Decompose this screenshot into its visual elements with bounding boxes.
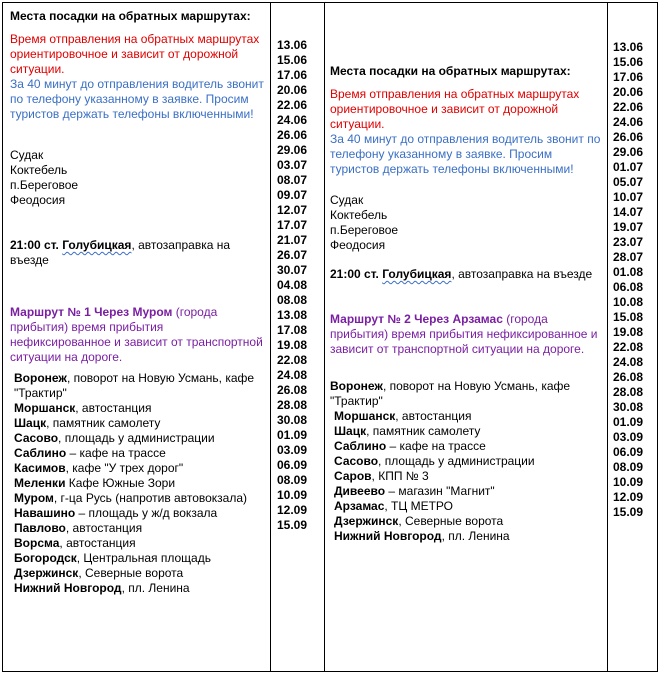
date-item: 08.09: [613, 460, 644, 474]
route-note: (города прибытия) время прибытия нефиксированное и зависит от транспортной ситуации на дороге.: [10, 305, 263, 364]
town-item: Феодосия: [10, 193, 66, 207]
route-note: (города прибытия) время прибытия нефиксированное и зависит от транспортной ситуации на дороге.: [330, 312, 598, 356]
date-item: 26.06: [613, 130, 644, 144]
date-item: 28.08: [277, 398, 308, 412]
route-name: Маршрут № 1 Через Муром: [10, 305, 173, 319]
date-item: 24.06: [613, 115, 644, 129]
date-item: 08.07: [277, 173, 308, 187]
date-item: 30.08: [277, 413, 308, 427]
date-item: 14.07: [613, 205, 644, 219]
date-item: 15.09: [613, 505, 644, 519]
date-item: 08.09: [277, 473, 308, 487]
list-item: Нижний Новгород, пл. Ленина: [334, 529, 510, 543]
date-item: 05.07: [613, 175, 644, 189]
date-item: 17.06: [277, 68, 308, 82]
date-item: 26.08: [613, 370, 644, 384]
date-item: 15.06: [613, 55, 644, 69]
date-item: 28.07: [613, 250, 644, 264]
left-dates-list: [277, 38, 307, 533]
station-name: Голубицкая: [382, 267, 452, 281]
date-item: 19.08: [277, 338, 308, 352]
date-item: 01.09: [613, 415, 644, 429]
town-item: п.Береговое: [10, 178, 79, 192]
column-divider: [607, 2, 608, 672]
date-item: 10.09: [613, 475, 644, 489]
list-item: Дзержинск, Северные ворота: [14, 566, 184, 580]
date-item: 20.06: [277, 83, 308, 97]
date-item: 12.07: [277, 203, 308, 217]
pickup-points-title: Места посадки на обратных маршрутах:: [330, 64, 571, 78]
date-item: 06.08: [613, 280, 644, 294]
departure-point: 21:00 ст. Голубицкая, автозаправка на въезде: [10, 238, 231, 267]
list-item: Саров, КПП № 3: [334, 469, 429, 483]
list-item: Шацк, памятник самолету: [334, 424, 481, 438]
date-item: 26.08: [277, 383, 308, 397]
route-info: [10, 305, 266, 365]
date-item: 03.07: [277, 158, 308, 172]
list-item: Воронеж, поворот на Новую Усмань, кафе "Трактир": [330, 379, 571, 408]
departure-warning: Время отправления на обратных маршрутах ориентировочное и зависит от дорожной ситуации.: [330, 87, 580, 131]
departure-warning: Время отправления на обратных маршрутах ориентировочное и зависит от дорожной ситуации.: [10, 32, 260, 76]
date-item: 12.09: [613, 490, 644, 504]
date-item: 22.06: [277, 98, 308, 112]
towns-list: [330, 193, 602, 253]
date-item: 15.06: [277, 53, 308, 67]
list-item: Моршанск, автостанция: [14, 401, 152, 415]
date-item: 24.06: [277, 113, 308, 127]
date-item: 10.09: [277, 488, 308, 502]
date-item: 01.08: [613, 265, 644, 279]
list-item: Нижний Новгород, пл. Ленина: [14, 581, 190, 595]
date-item: 06.09: [613, 445, 644, 459]
date-item: 03.09: [277, 443, 308, 457]
date-item: 19.08: [613, 325, 644, 339]
list-item: Навашино – площадь у ж/д вокзала: [14, 506, 218, 520]
driver-call-notice: За 40 минут до отправления водитель звонит по телефону указанному в заявке. Просим туристов держать телефоны включенными!: [10, 77, 264, 121]
date-item: 17.07: [277, 218, 308, 232]
town-item: Судак: [10, 148, 44, 162]
pickup-points-title: Места посадки на обратных маршрутах:: [10, 9, 251, 23]
date-item: 17.08: [277, 323, 308, 337]
date-item: 20.06: [613, 85, 644, 99]
date-item: 04.08: [277, 278, 308, 292]
route-name: Маршрут № 2 Через Арзамас: [330, 312, 503, 326]
date-item: 21.07: [277, 233, 308, 247]
date-item: 24.08: [277, 368, 308, 382]
list-item: Ворсма, автостанция: [14, 536, 136, 550]
date-item: 24.08: [613, 355, 644, 369]
town-item: Коктебель: [330, 208, 388, 222]
list-item: Сасово, площадь у администрации: [14, 431, 215, 445]
list-item: Дивеево – магазин "Магнит": [334, 484, 495, 498]
list-item: Меленки Кафе Южные Зори: [14, 476, 176, 490]
column-divider: [324, 2, 325, 672]
list-item: Муром, г-ца Русь (напротив автовокзала): [14, 491, 248, 505]
date-item: 29.06: [277, 143, 308, 157]
left-route-description: [10, 9, 266, 596]
town-item: Феодосия: [330, 238, 386, 252]
right-route-description: [330, 64, 602, 544]
list-item: Богородск, Центральная площадь: [14, 551, 211, 565]
date-item: 15.08: [613, 310, 644, 324]
driver-call-notice: За 40 минут до отправления водитель звонит по телефону указанному в заявке. Просим туристов держать телефоны включенными!: [330, 132, 601, 176]
date-item: 26.07: [277, 248, 308, 262]
date-item: 09.07: [277, 188, 308, 202]
list-item: Арзамас, ТЦ МЕТРО: [334, 499, 454, 513]
departure-point: 21:00 ст. Голубицкая, автозаправка на въезде: [330, 267, 593, 281]
column-divider: [270, 2, 271, 672]
list-item: Павлово, автостанция: [14, 521, 143, 535]
towns-list: [10, 148, 266, 208]
date-item: 13.06: [277, 38, 308, 52]
date-item: 30.08: [613, 400, 644, 414]
list-item: Саблино – кафе на трассе: [334, 439, 486, 453]
list-item: Шацк, памятник самолету: [14, 416, 161, 430]
town-item: Судак: [330, 193, 364, 207]
list-item: Саблино – кафе на трассе: [14, 446, 166, 460]
station-name: Голубицкая: [62, 238, 132, 252]
date-item: 10.08: [613, 295, 644, 309]
town-item: п.Береговое: [330, 223, 399, 237]
list-item: Касимов, кафе "У трех дорог": [14, 461, 184, 475]
date-item: 10.07: [613, 190, 644, 204]
date-item: 30.07: [277, 263, 308, 277]
route-info: [330, 312, 602, 357]
date-item: 28.08: [613, 385, 644, 399]
date-item: 22.06: [613, 100, 644, 114]
list-item: Моршанск, автостанция: [334, 409, 472, 423]
date-item: 23.07: [613, 235, 644, 249]
date-item: 26.06: [277, 128, 308, 142]
stops-list: [10, 371, 266, 596]
date-item: 15.09: [277, 518, 308, 532]
date-item: 12.09: [277, 503, 308, 517]
date-item: 19.07: [613, 220, 644, 234]
date-item: 01.07: [613, 160, 644, 174]
date-item: 17.06: [613, 70, 644, 84]
date-item: 13.06: [613, 40, 644, 54]
date-item: 22.08: [277, 353, 308, 367]
town-item: Коктебель: [10, 163, 68, 177]
date-item: 29.06: [613, 145, 644, 159]
date-item: 08.08: [277, 293, 308, 307]
date-item: 06.09: [277, 458, 308, 472]
right-dates-list: [613, 40, 643, 520]
list-item: Сасово, площадь у администрации: [334, 454, 535, 468]
list-item: Воронеж, поворот на Новую Усмань, кафе "Трактир": [14, 371, 255, 400]
date-item: 13.08: [277, 308, 308, 322]
date-item: 01.09: [277, 428, 308, 442]
list-item: Дзержинск, Северные ворота: [334, 514, 504, 528]
date-item: 22.08: [613, 340, 644, 354]
date-item: 03.09: [613, 430, 644, 444]
stops-list: [330, 379, 602, 544]
